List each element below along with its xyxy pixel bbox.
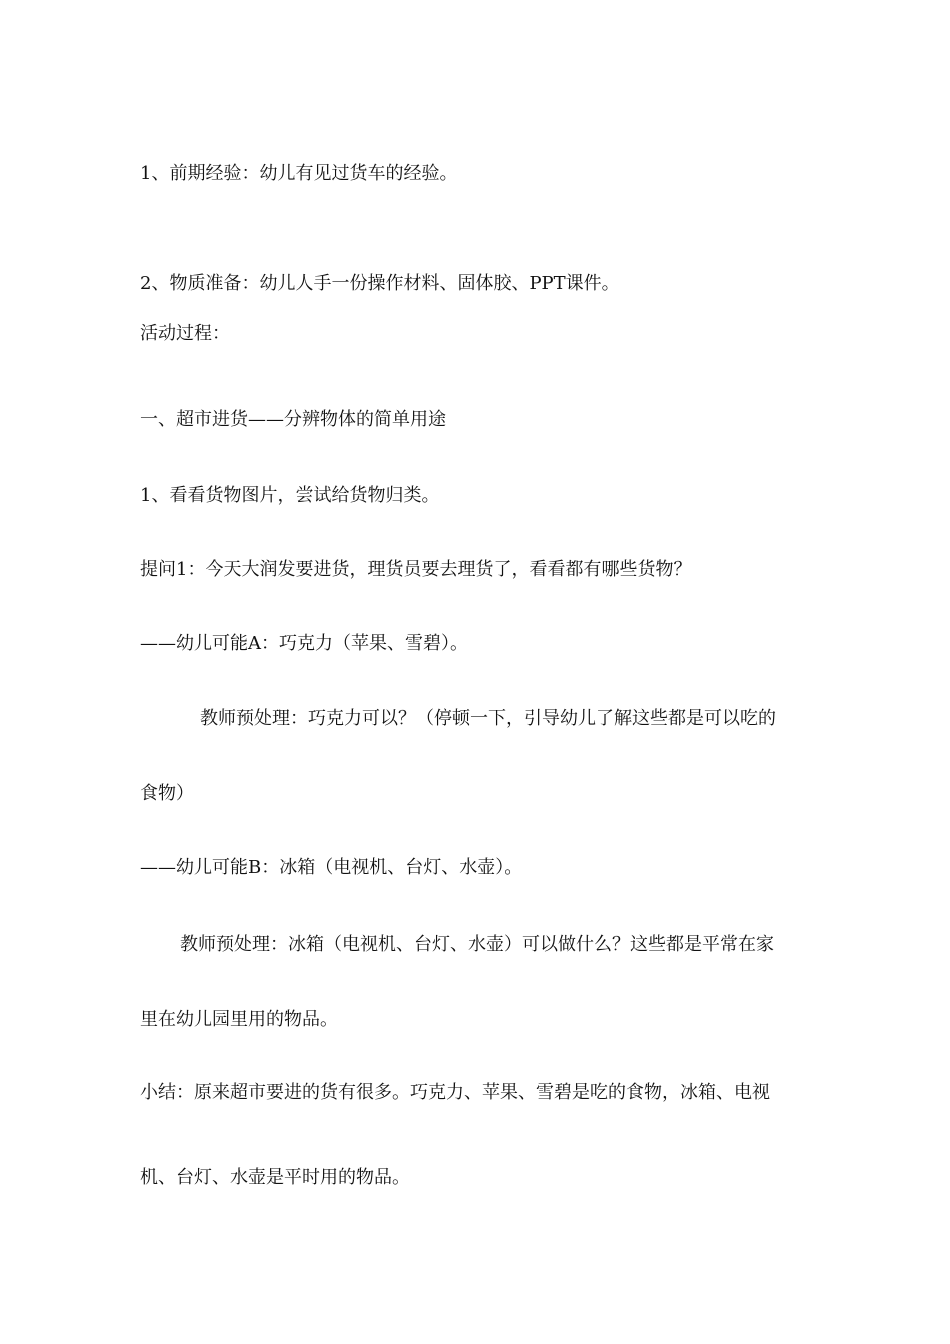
prep-materials-line: 2、物质准备：幼儿人手一份操作材料、固体胶、PPT课件。: [140, 273, 620, 294]
teacher-response-b-line: 教师预处理：冰箱（电视机、台灯、水壶）可以做什么？这些都是平常在家: [180, 934, 774, 955]
question-one-line: 提问1：今天大润发要进货，理货员要去理货了，看看都有哪些货物？: [140, 559, 692, 580]
summary-continuation: 机、台灯、水壶是平时用的物品。: [140, 1167, 410, 1188]
activity-process-heading: 活动过程：: [140, 323, 230, 344]
child-answer-b-line: ——幼儿可能B：冰箱（电视机、台灯、水壶）。: [140, 857, 523, 878]
prep-experience-line: 1、前期经验：幼儿有见过货车的经验。: [140, 163, 458, 184]
teacher-response-a-continuation: 食物）: [140, 783, 194, 804]
section-one-heading: 一、超市进货——分辨物体的简单用途: [140, 409, 446, 430]
child-answer-a-line: ——幼儿可能A：巧克力（苹果、雪碧）。: [140, 633, 468, 654]
teacher-response-a-line: 教师预处理：巧克力可以？（停顿一下，引导幼儿了解这些都是可以吃的: [200, 708, 776, 729]
teacher-response-b-continuation: 里在幼儿园里用的物品。: [140, 1009, 338, 1030]
step-one-line: 1、看看货物图片，尝试给货物归类。: [140, 485, 440, 506]
summary-line: 小结：原来超市要进的货有很多。巧克力、苹果、雪碧是吃的食物，冰箱、电视: [140, 1082, 770, 1103]
